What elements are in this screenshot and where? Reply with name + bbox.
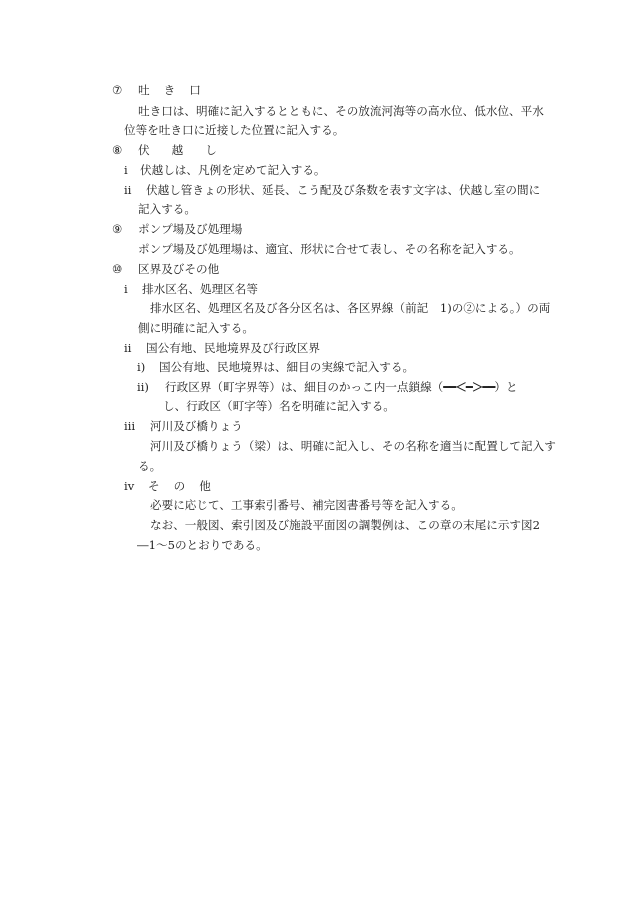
section-8-item-ii <box>124 182 540 198</box>
section-10-item-iv-title-a: そ <box>148 479 160 493</box>
section-7-title-c: 口 <box>189 83 201 97</box>
section-8-title-a: 伏 <box>138 143 150 157</box>
section-8-item-ii-text-1: 伏越し管きょの形状、延長、こう配及び条数を表す文字は、伏越し室の間に <box>146 183 541 197</box>
section-10-item-iii-label: ⅲ <box>124 419 136 433</box>
section-10-item-ii-sub-2-text-2: し、行政区（町字等）名を明確に記入する。 <box>163 399 395 413</box>
section-10-item-iii-body-1: 河川及び橋りょう（梁）は、明確に記入し、その名称を適当に配置して記入す <box>150 439 556 453</box>
section-7-body-line-1: 吐き口は、明確に記入するとともに、その放流河海等の高水位、低水位、平水 <box>138 104 544 118</box>
section-10-item-ii-sub-2-label: ⅱ) <box>137 380 149 394</box>
section-10-item-iv-title-b: の <box>173 479 186 493</box>
section-8-heading <box>112 142 217 158</box>
section-8-title-b: 越 <box>171 143 184 157</box>
section-7-heading <box>112 82 201 98</box>
section-10-item-iv-body-1: 必要に応じて、工事索引番号、補完図書番号等を記入する。 <box>150 498 463 512</box>
section-10-item-ii-heading <box>124 340 320 356</box>
section-10-item-iv-title-c: 他 <box>199 479 211 493</box>
section-10-item-ii-sub-2 <box>137 379 518 395</box>
dash-dot-line-symbol: ━━＜━＞━━ <box>443 380 495 394</box>
section-10-item-i-title: 排水区名、処理区名等 <box>142 282 258 296</box>
section-9-title: ポンプ場及び処理場 <box>138 222 243 236</box>
section-7-body-line-2: 位等を吐き口に近接した位置に記入する。 <box>124 123 345 137</box>
section-10-item-iii-heading <box>124 418 243 434</box>
section-10-item-ii-label: ⅱ <box>124 341 132 355</box>
section-8-item-i-text: 伏越しは、凡例を定めて記入する。 <box>140 163 326 177</box>
section-10-item-i-label: ⅰ <box>124 282 128 296</box>
section-10-number: ⑩ <box>112 262 123 276</box>
section-10-item-iv-heading <box>124 478 211 494</box>
section-10-item-iv-label: ⅳ <box>124 479 135 493</box>
section-7-title-a: 吐 <box>138 83 150 97</box>
section-10-item-ii-sub-1 <box>137 359 414 375</box>
section-9-heading <box>112 221 242 237</box>
section-10-item-i-heading <box>124 281 258 297</box>
section-10-item-iii-title: 河川及び橋りょう <box>150 419 243 433</box>
section-8-number: ⑧ <box>112 143 123 157</box>
section-9-body: ポンプ場及び処理場は、適宜、形状に合せて表し、その名称を記入する。 <box>138 242 521 256</box>
section-10-item-ii-sub-2-text-end: ）と <box>494 380 518 394</box>
section-8-item-i <box>124 162 326 178</box>
section-10-item-ii-sub-1-label: ⅰ) <box>137 360 146 374</box>
section-10-item-iv-body-3: ―1～5のとおりである。 <box>137 538 268 552</box>
section-8-item-ii-label: ⅱ <box>124 183 132 197</box>
section-9-number: ⑨ <box>112 222 123 236</box>
section-8-item-i-label: ⅰ <box>124 163 128 177</box>
section-8-title-c: し <box>205 143 217 157</box>
section-10-item-i-body-2: 側に明確に記入する。 <box>138 321 254 335</box>
section-7-title-b: き <box>163 83 176 97</box>
section-8-item-ii-text-2: 記入する。 <box>138 202 196 216</box>
section-10-item-i-body-1: 排水区名、処理区名及び各分区名は、各区界線（前記 1)の②による。）の両 <box>150 301 551 315</box>
section-7-number: ⑦ <box>112 83 123 97</box>
section-10-item-iv-body-2: なお、一般図、索引図及び施設平面図の調製例は、この章の末尾に示す図2 <box>150 518 540 532</box>
section-10-item-ii-sub-1-text: 国公有地、民地境界は、細目の実線で記入する。 <box>159 360 415 374</box>
section-10-heading <box>112 261 219 277</box>
section-10-item-ii-sub-2-text-1: 行政区界（町字界等）は、細目のかっこ内一点鎖線（ <box>165 380 444 394</box>
section-10-item-iii-body-2: る。 <box>138 459 162 473</box>
section-10-item-ii-title: 国公有地、民地境界及び行政区界 <box>146 341 320 355</box>
section-10-title: 区界及びその他 <box>138 262 220 276</box>
